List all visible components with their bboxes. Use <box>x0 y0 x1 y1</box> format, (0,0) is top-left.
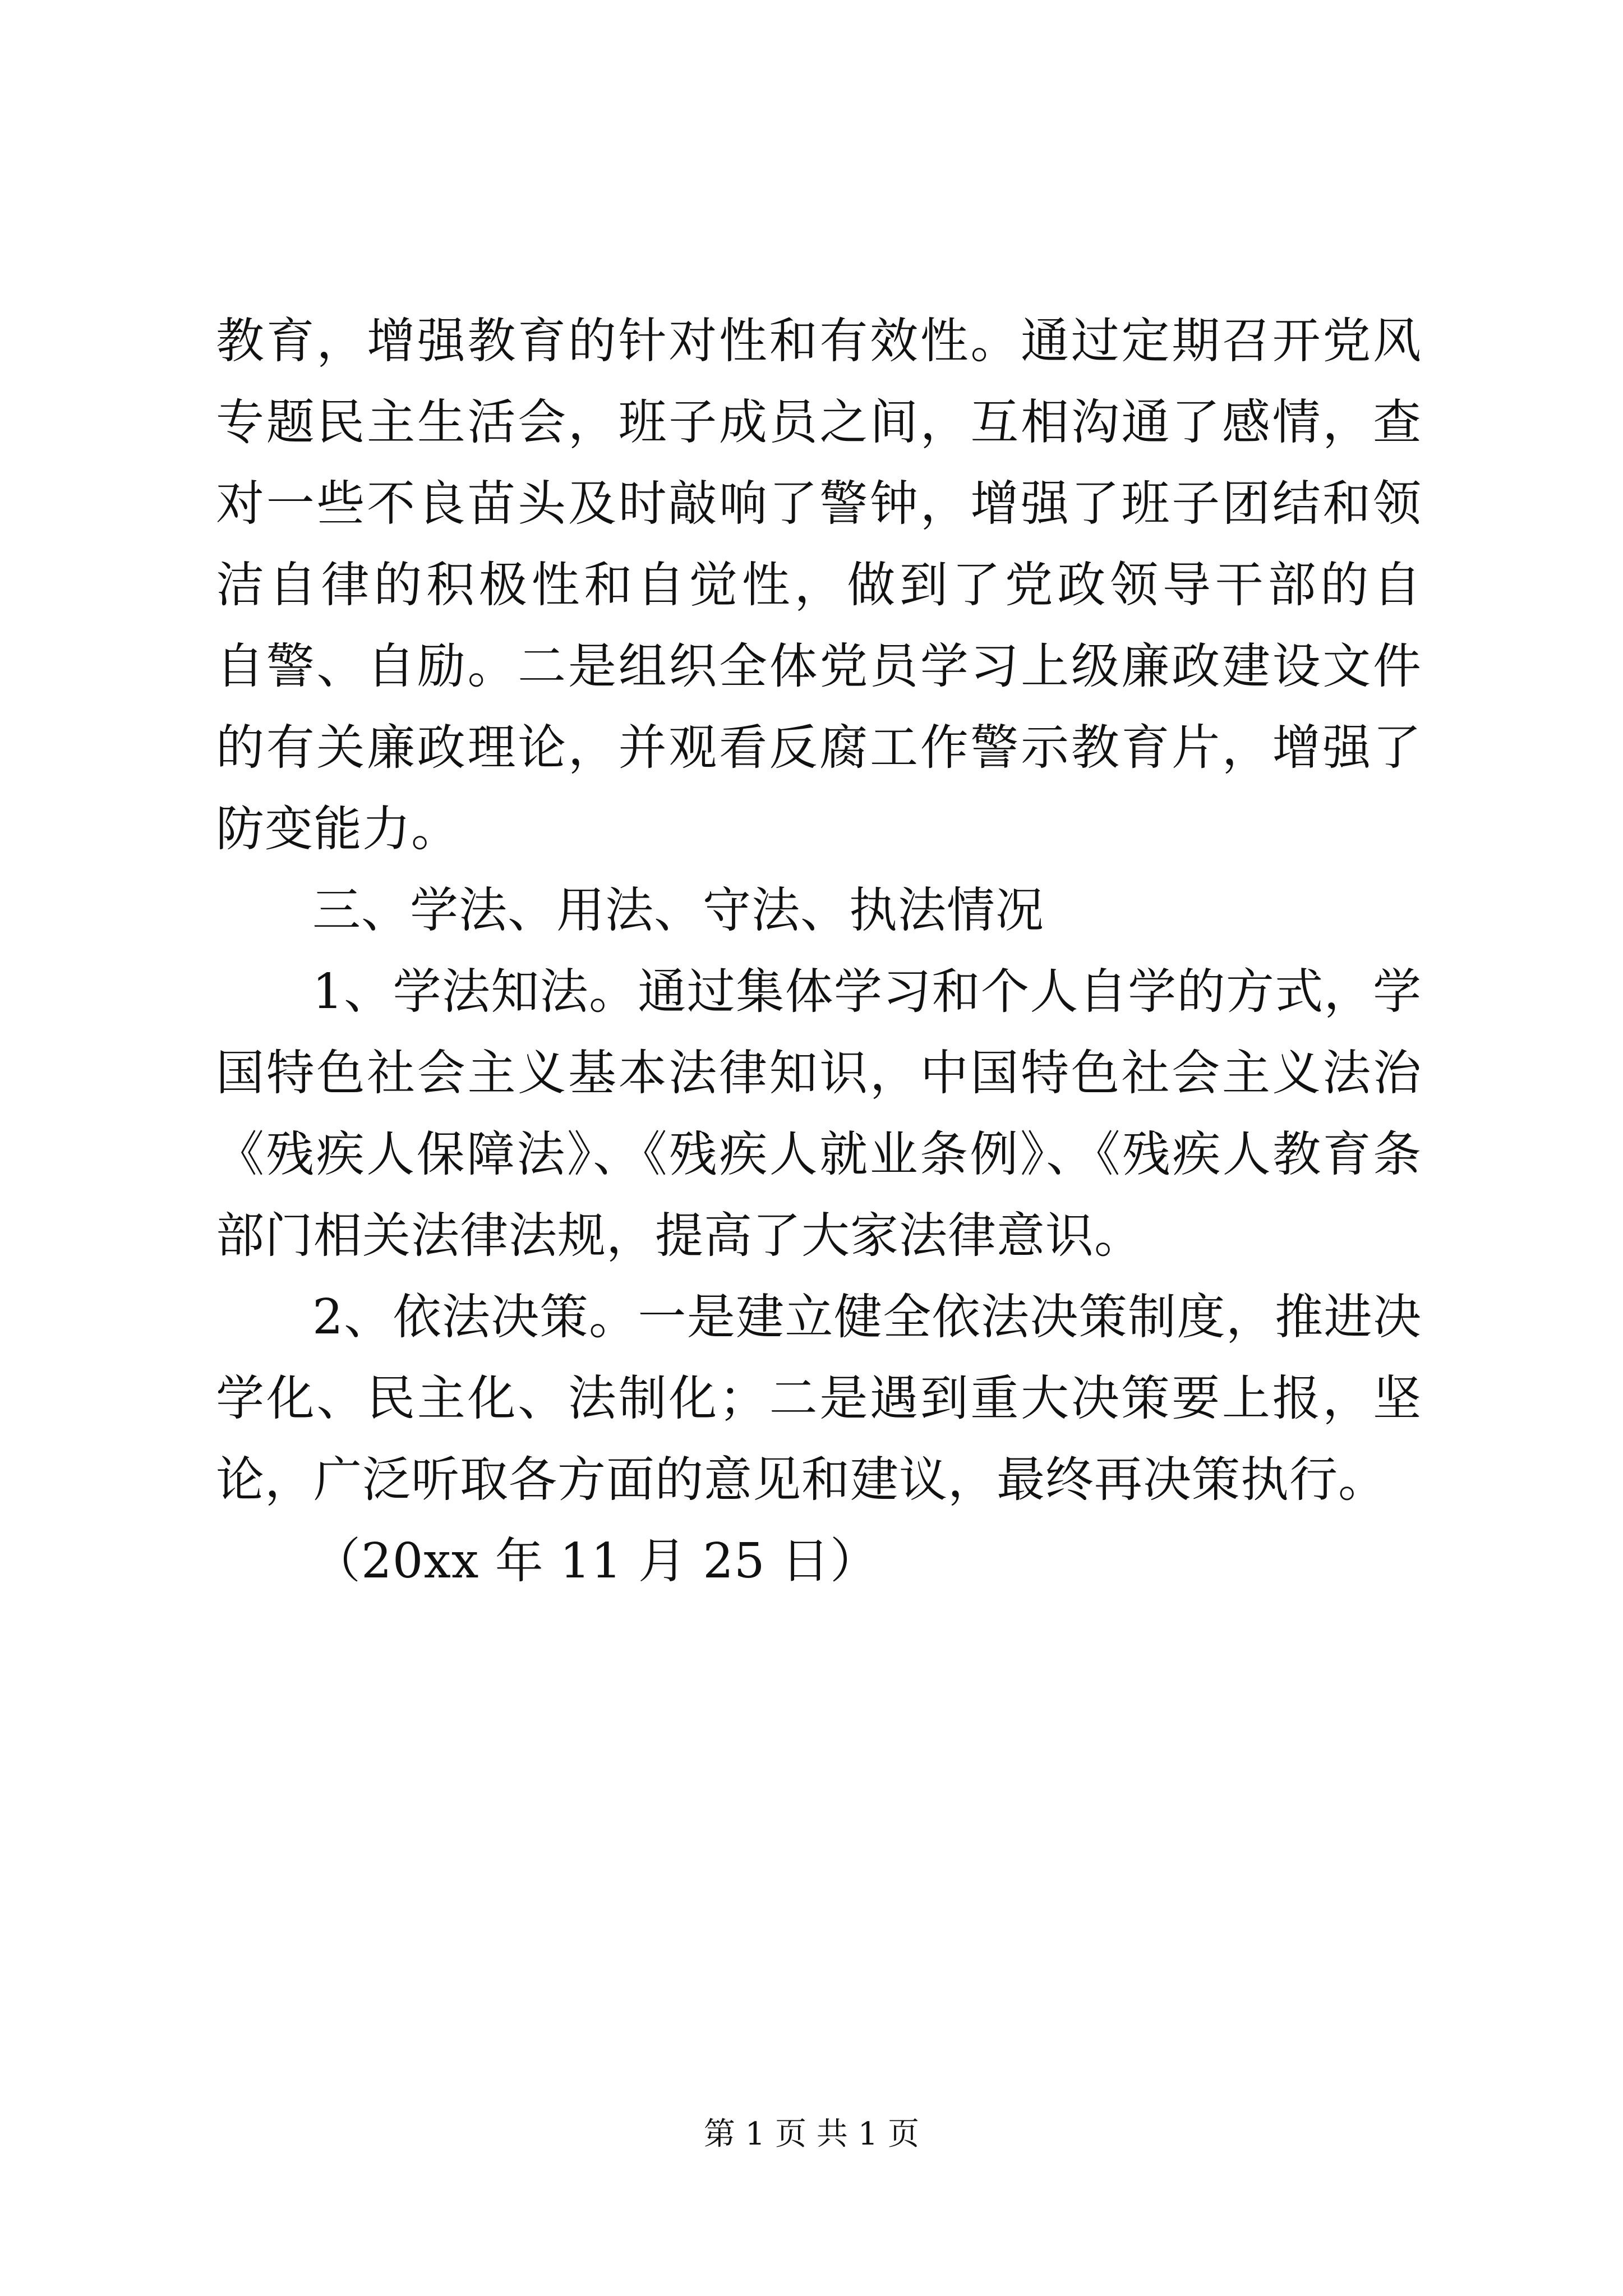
text-line-15: 论，广泛听取各方面的意见和建议，最终再决策执行。 <box>216 1452 1387 1508</box>
text-line-5: 自警、自励。二是组织全体党员学习上级廉政建设文件 <box>216 638 1422 694</box>
text-line-2: 专题民主生活会，班子成员之间，互相沟通了感情，查 <box>216 394 1422 450</box>
document-date: （20xx 年 11 月 25 日） <box>312 1533 879 1589</box>
section-heading: 三、学法、用法、守法、执法情况 <box>312 882 1044 938</box>
text-line-3: 对一些不良苗头及时敲响了警钟，增强了班子团结和领 <box>216 476 1422 532</box>
text-line-6: 的有关廉政理论，并观看反腐工作警示教育片，增强了 <box>216 720 1422 776</box>
text-line-7: 防变能力。 <box>216 801 460 857</box>
page-footer: 第 1 页 共 1 页 <box>703 2116 920 2152</box>
text-line-11: 《残疾人保障法》、《残疾人就业条例》、《残疾人教育条 <box>216 1126 1422 1182</box>
text-line-10: 国特色社会主义基本法律知识，中国特色社会主义法治 <box>216 1045 1422 1101</box>
text-line-12: 部门相关法律法规，提高了大家法律意识。 <box>216 1208 1143 1264</box>
document-body <box>216 301 1422 1602</box>
text-line-9: 1、学法知法。通过集体学习和个人自学的方式，学 <box>312 964 1422 1020</box>
text-line-4: 洁自律的积极性和自觉性，做到了党政领导干部的自 <box>216 557 1422 613</box>
text-line-13: 2、依法决策。一是建立健全依法决策制度，推进决 <box>312 1289 1422 1345</box>
text-line-14: 学化、民主化、法制化；二是遇到重大决策要上报，坚 <box>216 1370 1422 1427</box>
text-line-1: 教育，增强教育的针对性和有效性。通过定期召开党风 <box>216 313 1422 369</box>
